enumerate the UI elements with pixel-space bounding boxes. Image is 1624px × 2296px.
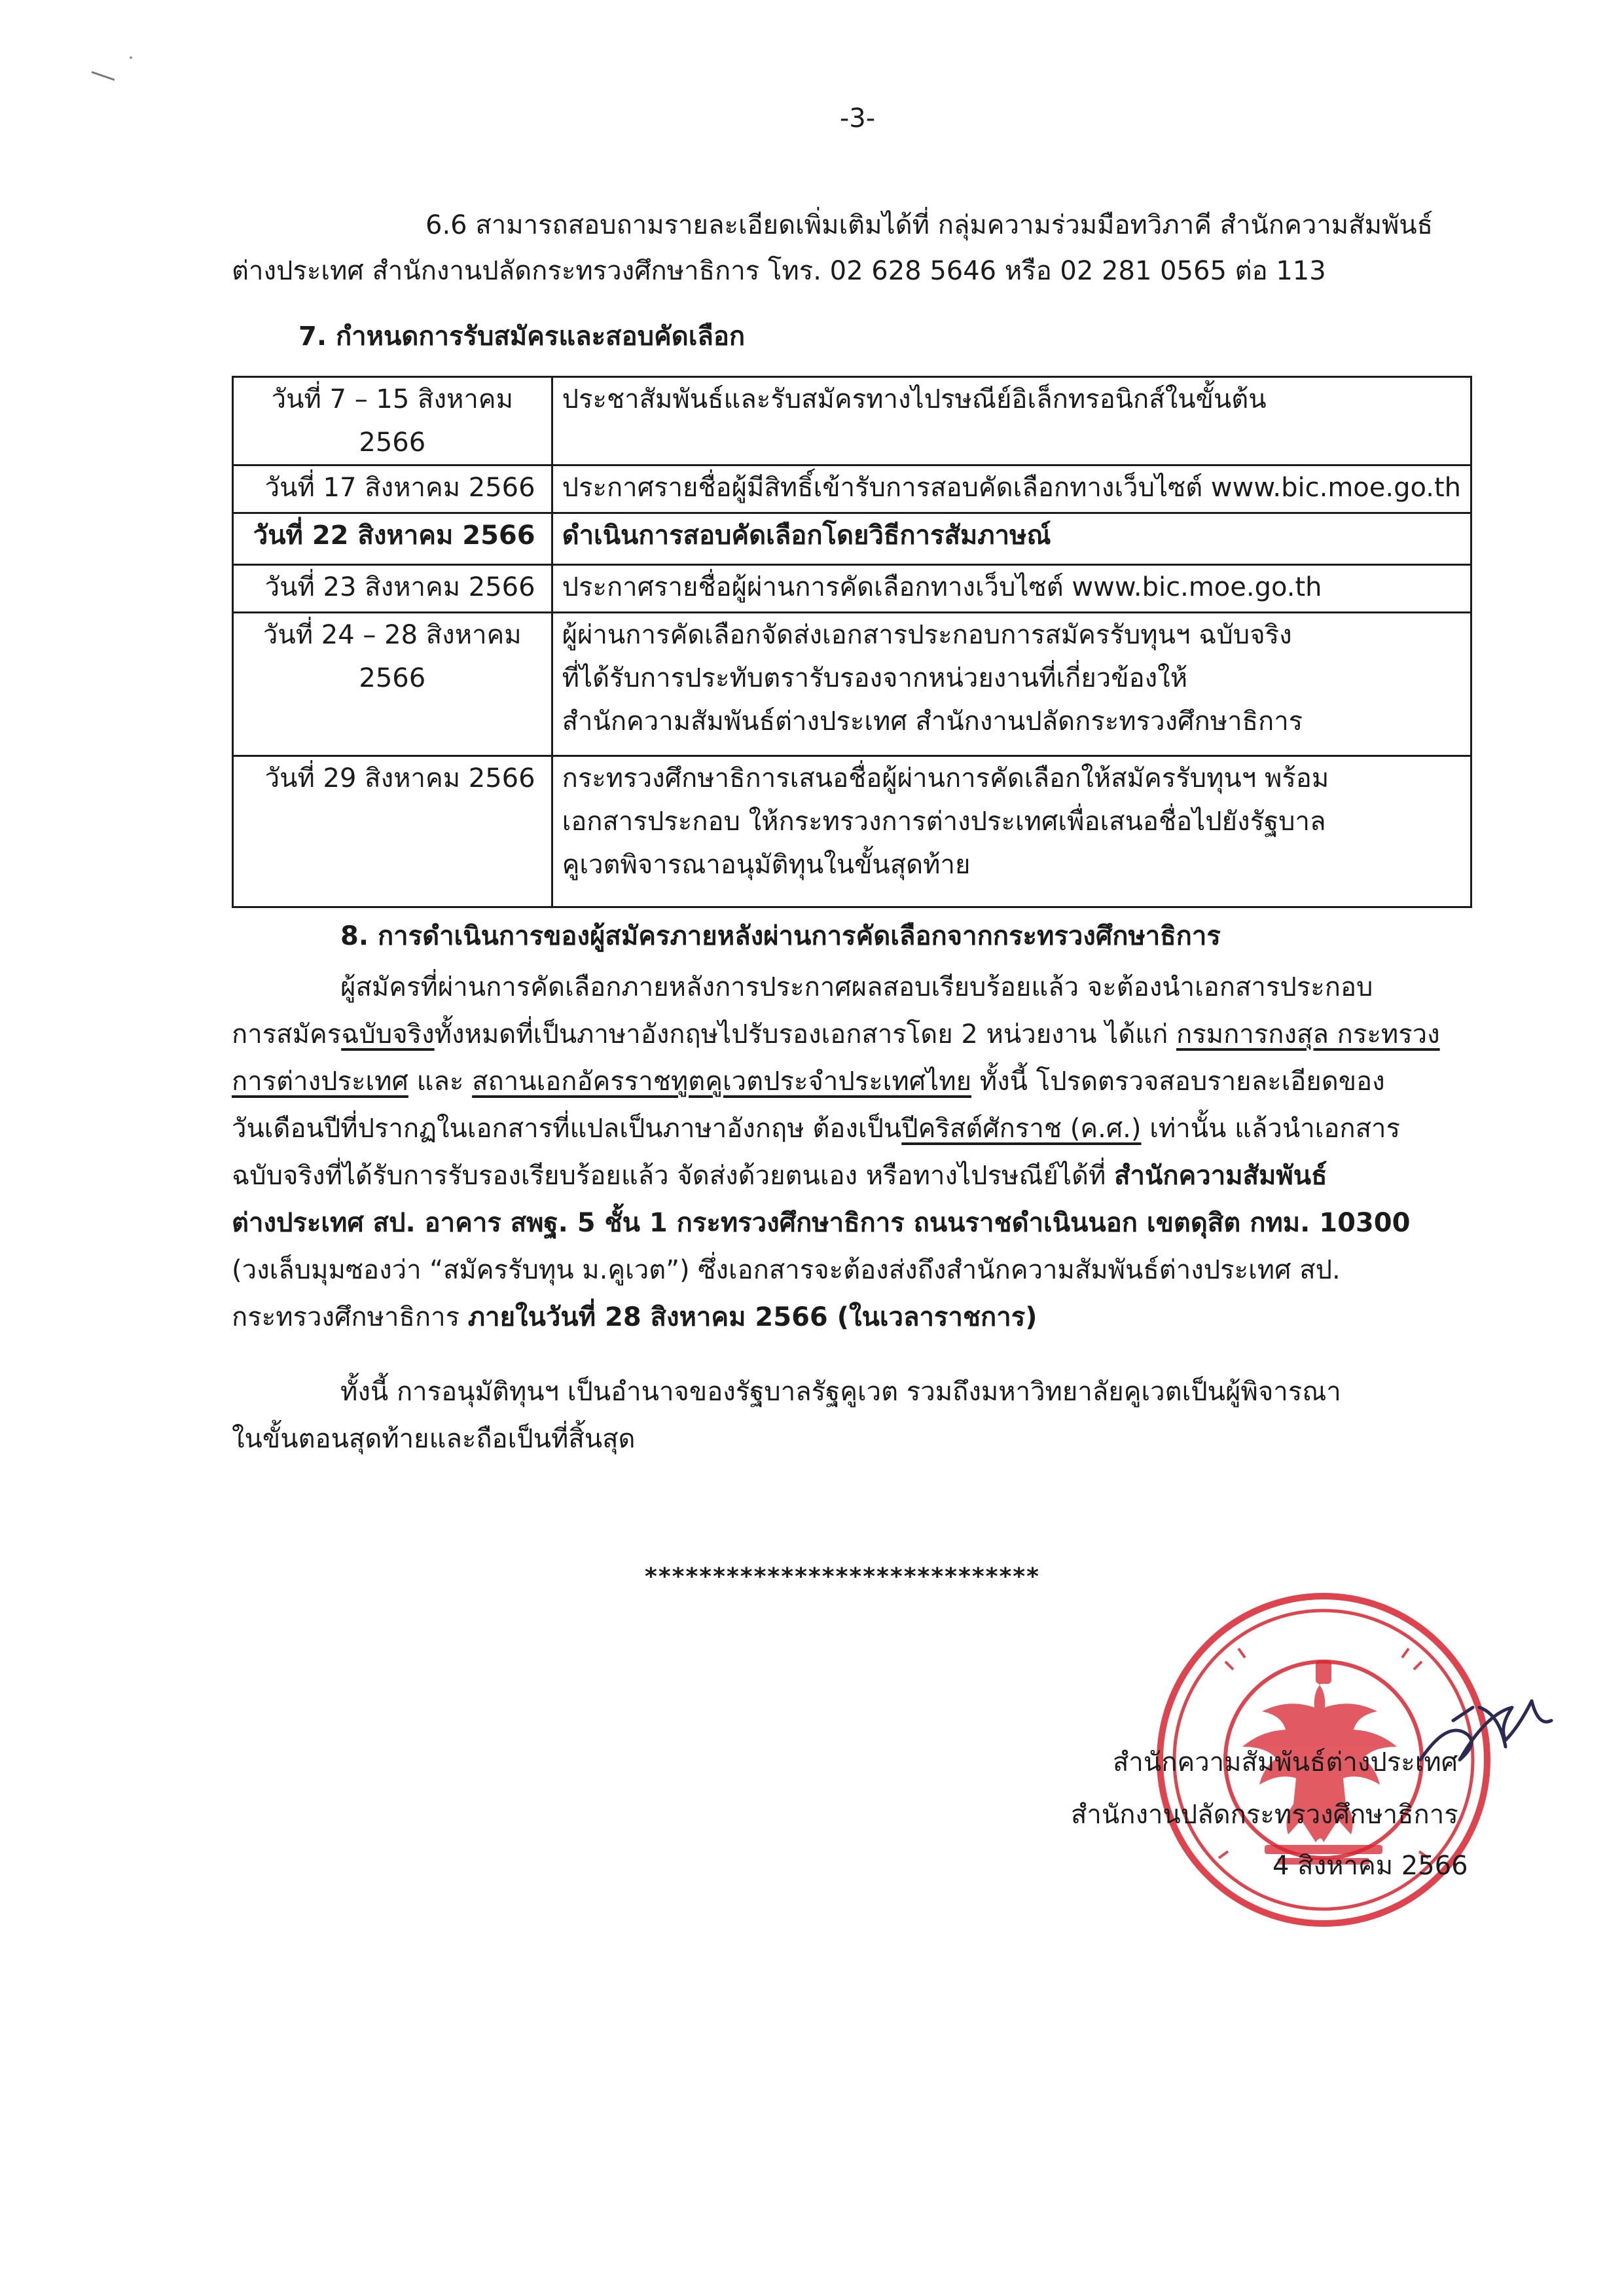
schedule-desc: ประชาสัมพันธ์และรับสมัครทางไปรษณีย์อิเล็กทรอนิกส์ในขั้นต้น bbox=[552, 377, 1471, 465]
schedule-date: วันที่ 29 สิงหาคม 2566 bbox=[233, 756, 552, 907]
table-row bbox=[233, 565, 1471, 613]
section-8-p1-line-7: (วงเล็บมุมซองว่า “สมัครรับทุน ม.คูเวต”) ซึ่งเอกสารจะต้องส่งถึงสำนักความสัมพันธ์ต่างประเทศ สป. bbox=[232, 1255, 1341, 1285]
schedule-desc: ประกาศรายชื่อผู้มีสิทธิ์เข้ารับการสอบคัดเลือกทางเว็บไซต์ www.bic.moe.go.th bbox=[552, 465, 1471, 513]
separator-stars: ***************************** bbox=[645, 1563, 1040, 1590]
table-row bbox=[233, 513, 1471, 565]
section-8-p1-line-8: กระทรวงศึกษาธิการ ภายในวันที่ 28 สิงหาคม 2566 (ในเวลาราชการ) bbox=[232, 1302, 1038, 1332]
schedule-desc: ดำเนินการสอบคัดเลือกโดยวิธีการสัมภาษณ์ bbox=[552, 513, 1471, 565]
signature-date: 4 สิงหาคม 2566 bbox=[1272, 1851, 1468, 1881]
schedule-date: วันที่ 22 สิงหาคม 2566 bbox=[233, 513, 552, 565]
schedule-date: วันที่ 24 – 28 สิงหาคม 2566 bbox=[233, 613, 552, 756]
table-row bbox=[233, 377, 1471, 465]
table-row bbox=[233, 613, 1471, 756]
section-6-6-line-2: ต่างประเทศ สำนักงานปลัดกระทรวงศึกษาธิการ โทร. 02 628 5646 หรือ 02 281 0565 ต่อ 113 bbox=[232, 256, 1326, 286]
section-8-p1-line-1: ผู้สมัครที่ผ่านการคัดเลือกภายหลังการประกาศผลสอบเรียบร้อยแล้ว จะต้องนำเอกสารประกอบ bbox=[340, 972, 1373, 1002]
section-8-p1-line-2: การสมัครฉบับจริงทั้งหมดที่เป็นภาษาอังกฤษไปรับรองเอกสารโดย 2 หน่วยงาน ได้แก่ กรมการกงสุล กระทรวง bbox=[232, 1019, 1440, 1049]
section-8-p1-line-3: การต่างประเทศ และ สถานเอกอัครราชทูตคูเวตประจำประเทศไทย ทั้งนี้ โปรดตรวจสอบรายละเอียดของ bbox=[232, 1066, 1385, 1097]
schedule-table bbox=[232, 376, 1472, 908]
section-8-heading: 8. การดำเนินการของผู้สมัครภายหลังผ่านการคัดเลือกจากกระทรวงศึกษาธิการ bbox=[340, 921, 1221, 951]
schedule-date: วันที่ 17 สิงหาคม 2566 bbox=[233, 465, 552, 513]
page-number: -3- bbox=[839, 103, 876, 134]
section-7-heading: 7. กำหนดการรับสมัครและสอบคัดเลือก bbox=[298, 321, 746, 352]
table-row bbox=[233, 756, 1471, 907]
section-6-6-line-1: 6.6 สามารถสอบถามรายละเอียดเพิ่มเติมได้ที่ กลุ่มความร่วมมือทวิภาคี สำนักความสัมพันธ์ bbox=[425, 210, 1434, 240]
schedule-desc: กระทรวงศึกษาธิการเสนอชื่อผู้ผ่านการคัดเลือกให้สมัครรับทุนฯ พร้อม เอกสารประกอบ ให้กระทรวงการต่างประเทศเพื่อเสนอชื่อไปยังรัฐบาล คูเวตพิจารณาอนุมัติทุนในขั้นสุดท้าย bbox=[552, 756, 1471, 907]
schedule-desc: ประกาศรายชื่อผู้ผ่านการคัดเลือกทางเว็บไซต์ www.bic.moe.go.th bbox=[552, 565, 1471, 613]
scan-smudge bbox=[0, 46, 170, 105]
schedule-date: วันที่ 23 สิงหาคม 2566 bbox=[233, 565, 552, 613]
section-8-p1-line-6: ต่างประเทศ สป. อาคาร สพฐ. 5 ชั้น 1 กระทรวงศึกษาธิการ ถนนราชดำเนินนอก เขตดุสิต กทม. 10300 bbox=[232, 1208, 1411, 1238]
schedule-desc: ผู้ผ่านการคัดเลือกจัดส่งเอกสารประกอบการสมัครรับทุนฯ ฉบับจริง ที่ได้รับการประทับตรารับรองจากหน่วยงานที่เกี่ยวข้องให้ สำนักความสัมพันธ์ต่างประเทศ สำนักงานปลัดกระทรวงศึกษาธิการ bbox=[552, 613, 1471, 756]
table-row bbox=[233, 465, 1471, 513]
signature-org-1: สำนักความสัมพันธ์ต่างประเทศ bbox=[1113, 1747, 1458, 1777]
section-8-p2-line-1: ทั้งนี้ การอนุมัติทุนฯ เป็นอำนาจของรัฐบาลรัฐคูเวต รวมถึงมหาวิทยาลัยคูเวตเป็นผู้พิจารณา bbox=[340, 1377, 1341, 1407]
signature-org-2: สำนักงานปลัดกระทรวงศึกษาธิการ bbox=[1071, 1800, 1458, 1830]
schedule-date: วันที่ 7 – 15 สิงหาคม 2566 bbox=[233, 377, 552, 465]
section-8-p1-line-4: วันเดือนปีที่ปรากฏในเอกสารที่แปลเป็นภาษาอังกฤษ ต้องเป็นปีคริสต์ศักราช (ค.ศ.) เท่านั้น แล้วนำเอกสาร bbox=[232, 1114, 1400, 1144]
section-8-p1-line-5: ฉบับจริงที่ได้รับการรับรองเรียบร้อยแล้ว จัดส่งด้วยตนเอง หรือทางไปรษณีย์ได้ที่ สำนักความสัมพันธ์ bbox=[232, 1161, 1327, 1191]
section-8-p2-line-2: ในขั้นตอนสุดท้ายและถือเป็นที่สิ้นสุด bbox=[232, 1424, 636, 1454]
